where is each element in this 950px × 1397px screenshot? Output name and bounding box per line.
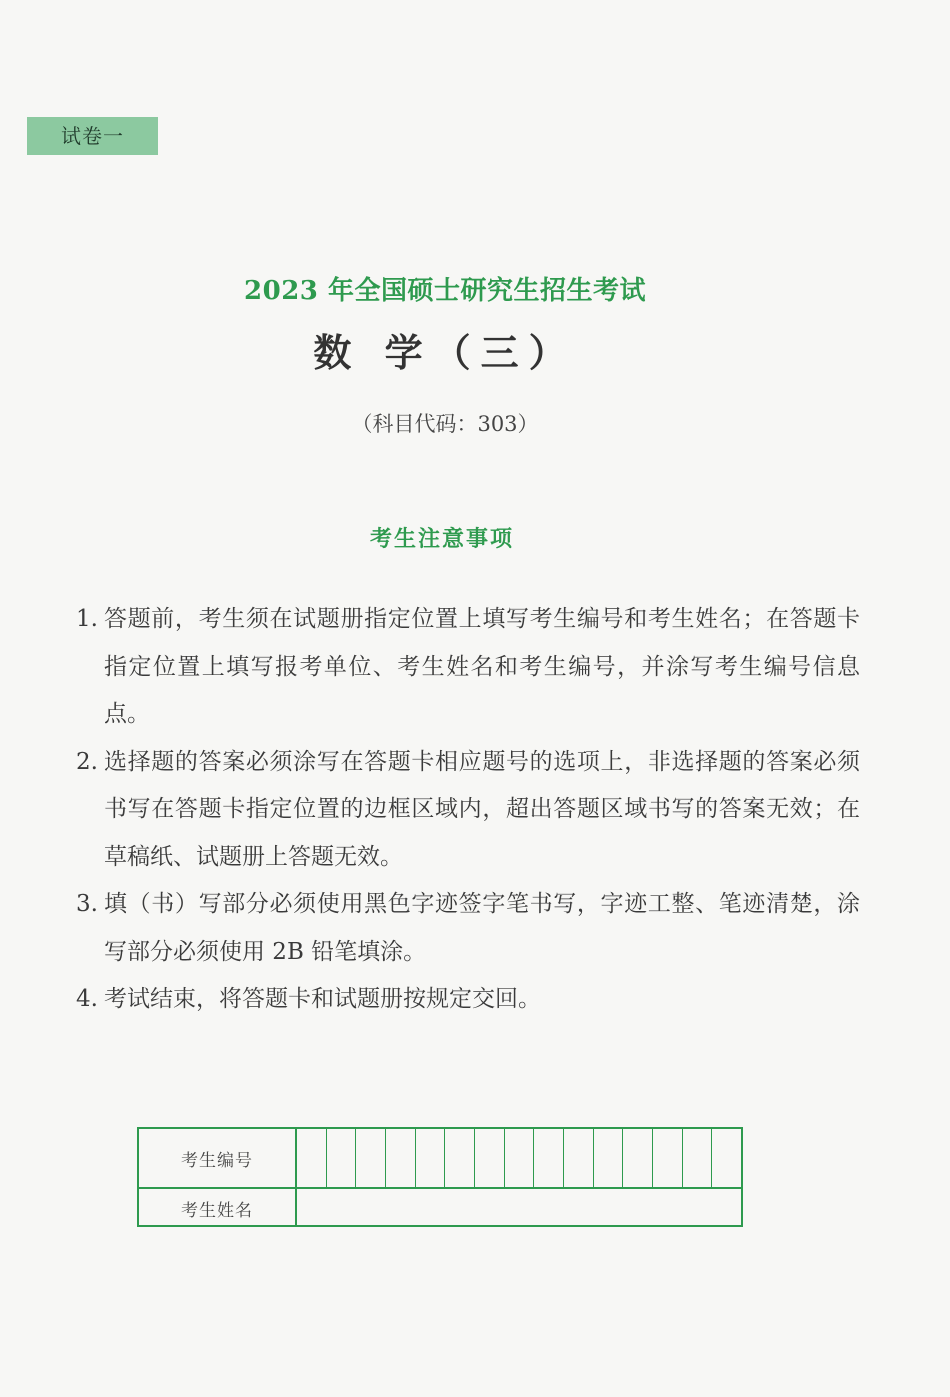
subject-title: 数 学（三） bbox=[313, 330, 577, 375]
paper-tag: 试卷一 bbox=[27, 117, 158, 155]
candidate-id-cell[interactable] bbox=[683, 1129, 713, 1187]
candidate-id-cell[interactable] bbox=[653, 1129, 683, 1187]
notice-item bbox=[76, 881, 860, 976]
notice-item bbox=[76, 976, 860, 1024]
notice-text: 考试结束，将答题卡和试题册按规定交回。 bbox=[104, 986, 541, 1012]
exam-name: 2023 年全国硕士研究生招生考试 bbox=[244, 276, 646, 306]
candidate-id-row bbox=[139, 1129, 741, 1189]
notice-number: 3. bbox=[76, 891, 98, 917]
notice-text: 填（书）写部分必须使用黑色字迹签字笔书写，字迹工整、笔迹清楚，涂写部分必须使用 2B 铅笔填涂。 bbox=[104, 891, 860, 965]
notice-item bbox=[76, 596, 860, 739]
candidate-id-cells bbox=[297, 1129, 741, 1187]
candidate-id-cell[interactable] bbox=[712, 1129, 741, 1187]
notice-item bbox=[76, 739, 860, 882]
candidate-id-cell[interactable] bbox=[297, 1129, 327, 1187]
candidate-id-cell[interactable] bbox=[623, 1129, 653, 1187]
candidate-id-cell[interactable] bbox=[356, 1129, 386, 1187]
candidate-name-row bbox=[139, 1189, 741, 1227]
notice-number: 1. bbox=[76, 606, 98, 632]
candidate-name-field[interactable] bbox=[297, 1189, 741, 1227]
notice-text: 选择题的答案必须涂写在答题卡相应题号的选项上，非选择题的答案必须书写在答题卡指定位置的边框区域内，超出答题区域书写的答案无效；在草稿纸、试题册上答题无效。 bbox=[104, 748, 860, 870]
candidate-info-table bbox=[137, 1127, 743, 1227]
candidate-id-cell[interactable] bbox=[416, 1129, 446, 1187]
candidate-id-cell[interactable] bbox=[594, 1129, 624, 1187]
candidate-id-cell[interactable] bbox=[445, 1129, 475, 1187]
candidate-id-cell[interactable] bbox=[475, 1129, 505, 1187]
candidate-name-label: 考生姓名 bbox=[139, 1189, 297, 1227]
candidate-id-cell[interactable] bbox=[327, 1129, 357, 1187]
notice-number: 2. bbox=[76, 748, 98, 775]
candidate-id-cell[interactable] bbox=[505, 1129, 535, 1187]
candidate-id-label: 考生编号 bbox=[139, 1129, 297, 1187]
notice-title: 考生注意事项 bbox=[369, 527, 514, 552]
notice-number: 4. bbox=[76, 986, 98, 1012]
notice-text: 答题前，考生须在试题册指定位置上填写考生编号和考生姓名；在答题卡指定位置上填写报考单位、考生姓名和考生编号，并涂写考生编号信息点。 bbox=[104, 606, 860, 727]
candidate-id-cell[interactable] bbox=[564, 1129, 594, 1187]
candidate-id-cell[interactable] bbox=[534, 1129, 564, 1187]
subject-code: （科目代码：303） bbox=[351, 412, 539, 436]
candidate-id-cell[interactable] bbox=[386, 1129, 416, 1187]
notice-list bbox=[76, 596, 860, 1024]
